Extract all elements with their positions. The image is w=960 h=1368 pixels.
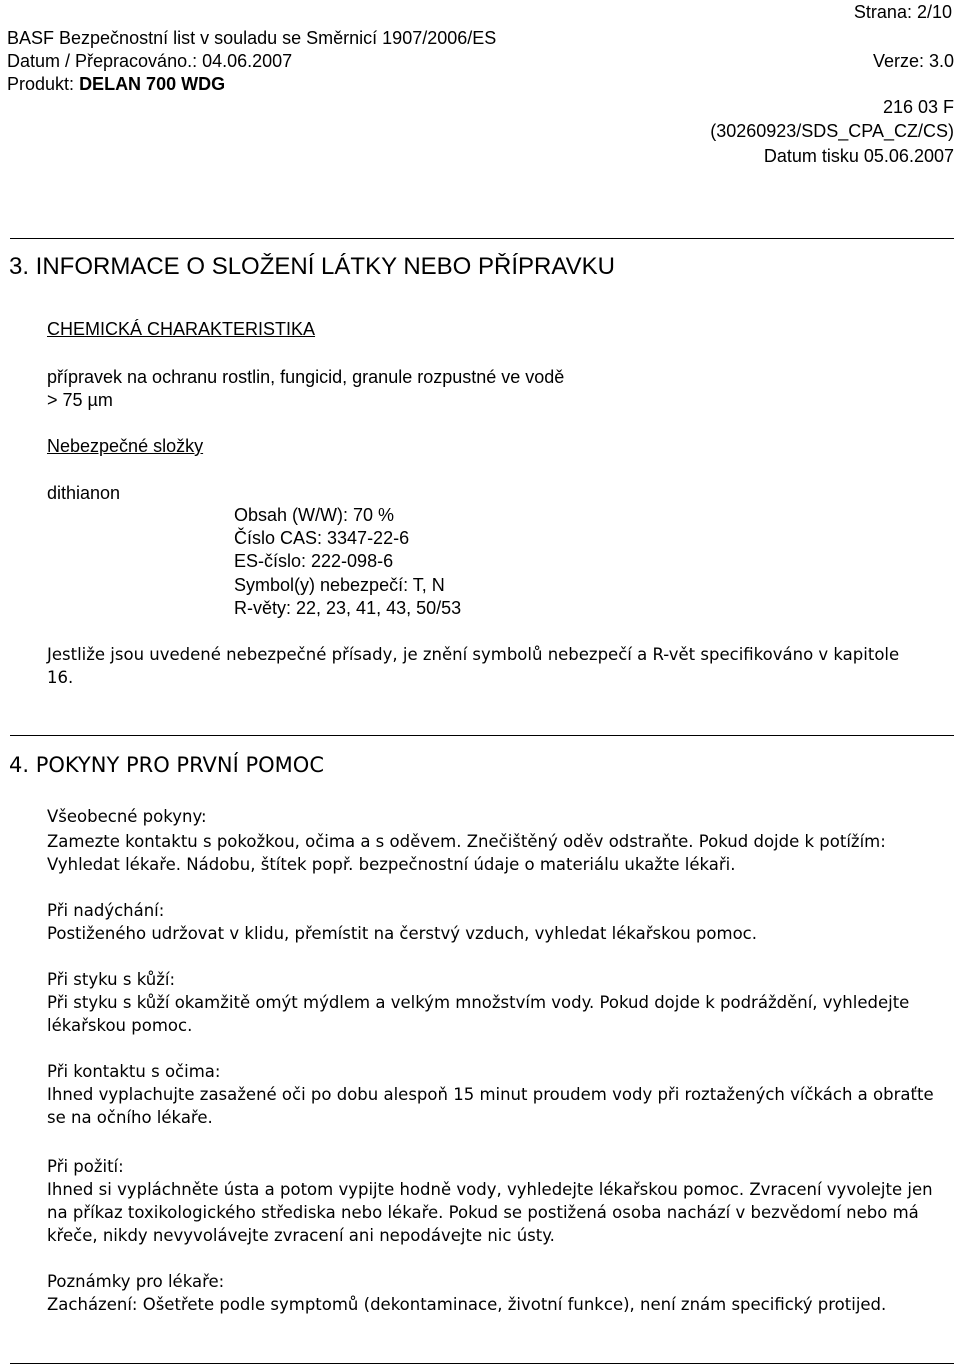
r-phrases: R-věty: 22, 23, 41, 43, 50/53 — [234, 598, 462, 618]
hazardous-components-heading: Nebezpečné složky — [47, 436, 204, 456]
general-advice-heading: Všeobecné pokyny: — [47, 807, 207, 826]
skin-contact-section — [47, 968, 947, 1037]
eye-contact-heading: Při kontaktu s očima: — [47, 1062, 221, 1081]
product-line — [7, 73, 225, 95]
inhalation-text: Postiženého udržovat v klidu, přemístit na čerstvý vzduch, vyhledat lékařskou pomoc. — [47, 924, 757, 943]
section3-title: 3. INFORMACE O SLOŽENÍ LÁTKY NEBO PŘÍPRAVKU — [9, 253, 615, 280]
physician-notes-text: Zacházení: Ošetřete podle symptomů (dekontaminace, životní funkce), není znám specifický protijed. — [47, 1295, 887, 1314]
print-date: Datum tisku 05.06.2007 — [763, 146, 954, 166]
page-number: Strana: 2/10 — [853, 2, 952, 22]
hazard-symbols: Symbol(y) nebezpečí: T, N — [234, 575, 445, 595]
substance-name: dithianon — [47, 483, 121, 503]
product-name: DELAN 700 WDG — [79, 74, 226, 94]
inhalation-section — [47, 899, 947, 945]
sds-title-line: BASF Bezpečnostní list v souladu se Směrnicí 1907/2006/ES — [7, 28, 497, 48]
cas-number: Číslo CAS: 3347-22-6 — [234, 528, 410, 548]
chem-characteristics-heading: CHEMICKÁ CHARAKTERISTIKA — [47, 319, 316, 339]
substance-content: Obsah (W/W): 70 % — [234, 505, 395, 525]
es-number: ES-číslo: 222-098-6 — [234, 551, 394, 571]
physician-notes-section — [47, 1270, 947, 1316]
revision-date: Datum / Přepracováno.: 04.06.2007 — [7, 51, 293, 71]
section-divider — [10, 238, 954, 239]
skin-contact-text: Při styku s kůží okamžitě omýt mýdlem a velkým množstvím vody. Pokud dojde k podráždění, vyhledejte lékařskou pomoc. — [47, 993, 910, 1035]
eye-contact-text: Ihned vyplachujte zasažené oči po dobu alespoň 15 minut proudem vody při roztažených víčkách a obraťte se na očního lékaře. — [47, 1085, 934, 1127]
ingestion-heading: Při požití: — [47, 1157, 124, 1176]
chem-description: přípravek na ochranu rostlin, fungicid, granule rozpustné ve vodě — [47, 367, 565, 387]
section4-title: 4. POKYNY PRO PRVNÍ POMOC — [9, 753, 324, 777]
section-divider — [10, 1363, 954, 1364]
ingestion-section — [47, 1155, 947, 1247]
product-code: 216 03 F — [882, 97, 954, 117]
physician-notes-heading: Poznámky pro lékaře: — [47, 1272, 225, 1291]
hazard-note: Jestliže jsou uvedené nebezpečné přísady, je znění symbolů nebezpečí a R-vět specifikováno v kapitole 16. — [47, 645, 900, 687]
skin-contact-heading: Při styku s kůží: — [47, 970, 176, 989]
eye-contact-section — [47, 1060, 947, 1129]
particle-size: > 75 µm — [47, 390, 113, 410]
document-reference: (30260923/SDS_CPA_CZ/CS) — [710, 121, 954, 141]
general-advice-text: Zamezte kontaktu s pokožkou, očima a s oděvem. Znečištěný oděv odstraňte. Pokud dojde k potížím: Vyhledat lékaře. Nádobu, štítek popř. bezpečnostní údaje o materiálu ukažte lékaři. — [47, 832, 886, 874]
inhalation-heading: Při nadýchání: — [47, 901, 165, 920]
version: Verze: 3.0 — [872, 51, 954, 71]
general-advice — [47, 805, 947, 876]
section-divider — [10, 735, 954, 736]
product-label: Produkt: — [7, 74, 75, 94]
ingestion-text: Ihned si vypláchněte ústa a potom vypijte hodně vody, vyhledejte lékařskou pomoc. Zvracení vyvolejte jen na příkaz toxikologického střediska nebo lékaře. Pokud se postižená osoba nachází v bezvědomí nebo má křeče, nikdy nevyvolávejte zvracení ani nepodávejte nic ústy. — [47, 1180, 933, 1245]
